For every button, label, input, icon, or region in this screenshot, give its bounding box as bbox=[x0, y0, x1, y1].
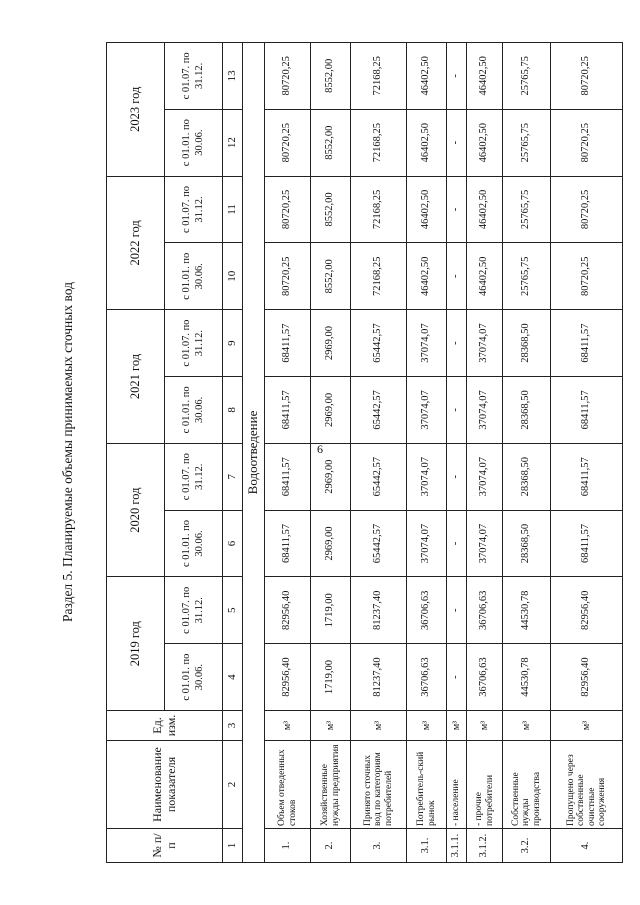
period-header: с 01.07. по 31.12. bbox=[165, 42, 223, 109]
value-cell: 72168,25 bbox=[351, 176, 407, 243]
value-cell: 80720,25 bbox=[265, 109, 311, 176]
period-header: с 01.01. по 30.06. bbox=[165, 109, 223, 176]
header-num: № п/п bbox=[107, 829, 223, 863]
value-cell: 68411,57 bbox=[551, 310, 623, 377]
value-cell: 1719,00 bbox=[311, 644, 351, 711]
period-header: с 01.07. по 31.12. bbox=[165, 310, 223, 377]
value-cell: 72168,25 bbox=[351, 243, 407, 310]
value-cell: 25765,75 bbox=[503, 243, 551, 310]
value-cell: 36706,63 bbox=[467, 644, 503, 711]
column-number: 13 bbox=[223, 42, 243, 109]
value-cell: - bbox=[447, 443, 467, 510]
value-cell: 80720,25 bbox=[551, 42, 623, 109]
value-cell: - bbox=[447, 176, 467, 243]
table-row bbox=[467, 42, 503, 862]
value-cell: 80720,25 bbox=[265, 42, 311, 109]
value-cell: 8552,00 bbox=[311, 42, 351, 109]
value-cell: 46402,50 bbox=[467, 243, 503, 310]
value-cell: 68411,57 bbox=[551, 510, 623, 577]
value-cell: 46402,50 bbox=[407, 243, 447, 310]
header-row-years bbox=[107, 42, 165, 862]
value-cell: 28368,50 bbox=[503, 443, 551, 510]
value-cell: 36706,63 bbox=[407, 644, 447, 711]
indicator-name: Собственные нужды производства bbox=[503, 741, 551, 829]
unit-cell: м³ bbox=[265, 711, 311, 741]
year-header: 2020 год bbox=[107, 443, 165, 577]
year-header: 2021 год bbox=[107, 310, 165, 444]
value-cell: 25765,75 bbox=[503, 109, 551, 176]
value-cell: 37074,07 bbox=[407, 443, 447, 510]
period-header: с 01.07. по 31.12. bbox=[165, 176, 223, 243]
table-row bbox=[407, 42, 447, 862]
value-cell: 68411,57 bbox=[265, 376, 311, 443]
value-cell: 44530,78 bbox=[503, 644, 551, 711]
row-number: 4. bbox=[551, 829, 623, 863]
column-number-row bbox=[223, 42, 243, 862]
water-disposal-table-wrapper bbox=[106, 43, 607, 863]
value-cell: 65442,57 bbox=[351, 443, 407, 510]
period-header: с 01.01. по 30.06. bbox=[165, 243, 223, 310]
value-cell: 2969,00 bbox=[311, 376, 351, 443]
value-cell: 28368,50 bbox=[503, 310, 551, 377]
value-cell: 80720,25 bbox=[551, 176, 623, 243]
value-cell: 8552,00 bbox=[311, 109, 351, 176]
value-cell: 68411,57 bbox=[551, 376, 623, 443]
value-cell: 37074,07 bbox=[407, 376, 447, 443]
value-cell: 8552,00 bbox=[311, 176, 351, 243]
value-cell: - bbox=[447, 109, 467, 176]
value-cell: 2969,00 bbox=[311, 443, 351, 510]
value-cell: - bbox=[447, 577, 467, 644]
value-cell: 28368,50 bbox=[503, 510, 551, 577]
value-cell: 46402,50 bbox=[407, 109, 447, 176]
value-cell: - bbox=[447, 376, 467, 443]
indicator-name: Пропущено через собственные очистные сооружения bbox=[551, 741, 623, 829]
value-cell: 37074,07 bbox=[407, 510, 447, 577]
value-cell: 1719,00 bbox=[311, 577, 351, 644]
row-number: 3.2. bbox=[503, 829, 551, 863]
value-cell: 25765,75 bbox=[503, 42, 551, 109]
period-header: с 01.01. по 30.06. bbox=[165, 376, 223, 443]
header-unit: Ед. изм. bbox=[107, 711, 223, 741]
column-number: 9 bbox=[223, 310, 243, 377]
section-row bbox=[243, 42, 265, 862]
value-cell: 82956,40 bbox=[551, 644, 623, 711]
value-cell: 37074,07 bbox=[467, 510, 503, 577]
value-cell: 81237,40 bbox=[351, 644, 407, 711]
column-number: 7 bbox=[223, 443, 243, 510]
value-cell: 46402,50 bbox=[407, 176, 447, 243]
column-number: 6 bbox=[223, 510, 243, 577]
period-header: с 01.01. по 30.06. bbox=[165, 644, 223, 711]
year-header: 2022 год bbox=[107, 176, 165, 310]
value-cell: 80720,25 bbox=[551, 243, 623, 310]
value-cell: 46402,50 bbox=[467, 109, 503, 176]
unit-cell: м³ bbox=[551, 711, 623, 741]
indicator-name: Объем отведенных стоков bbox=[265, 741, 311, 829]
unit-cell: м³ bbox=[467, 711, 503, 741]
column-number: 8 bbox=[223, 376, 243, 443]
table-body bbox=[265, 42, 623, 862]
year-header: 2023 год bbox=[107, 42, 165, 176]
value-cell: 82956,40 bbox=[265, 644, 311, 711]
unit-cell: м³ bbox=[447, 711, 467, 741]
row-number: 3.1. bbox=[407, 829, 447, 863]
value-cell: 36706,63 bbox=[467, 577, 503, 644]
value-cell: 65442,57 bbox=[351, 510, 407, 577]
column-number: 10 bbox=[223, 243, 243, 310]
water-disposal-table bbox=[106, 42, 623, 863]
value-cell: 37074,07 bbox=[467, 310, 503, 377]
column-number: 4 bbox=[223, 644, 243, 711]
section-title: Раздел 5. Планируемые объемы принимаемых сточных вод bbox=[60, 282, 75, 623]
value-cell: 46402,50 bbox=[467, 176, 503, 243]
value-cell: 46402,50 bbox=[407, 42, 447, 109]
row-number: 3.1.1. bbox=[447, 829, 467, 863]
page-number: 6 bbox=[317, 442, 323, 456]
header-name: Наименование показателя bbox=[107, 741, 223, 829]
section-label: Водоотведение bbox=[243, 42, 265, 862]
value-cell: 80720,25 bbox=[265, 176, 311, 243]
value-cell: 37074,07 bbox=[467, 376, 503, 443]
column-number: 12 bbox=[223, 109, 243, 176]
year-header: 2019 год bbox=[107, 577, 165, 711]
value-cell: 82956,40 bbox=[551, 577, 623, 644]
table-row bbox=[351, 42, 407, 862]
value-cell: 68411,57 bbox=[265, 510, 311, 577]
value-cell: - bbox=[447, 310, 467, 377]
value-cell: 68411,57 bbox=[265, 310, 311, 377]
indicator-name: - население bbox=[447, 741, 467, 829]
value-cell: 46402,50 bbox=[467, 42, 503, 109]
unit-cell: м³ bbox=[351, 711, 407, 741]
value-cell: 82956,40 bbox=[265, 577, 311, 644]
value-cell: 81237,40 bbox=[351, 577, 407, 644]
value-cell: 37074,07 bbox=[467, 443, 503, 510]
value-cell: 25765,75 bbox=[503, 176, 551, 243]
column-number: 11 bbox=[223, 176, 243, 243]
value-cell: 80720,25 bbox=[265, 243, 311, 310]
value-cell: - bbox=[447, 644, 467, 711]
value-cell: - bbox=[447, 42, 467, 109]
value-cell: 72168,25 bbox=[351, 109, 407, 176]
value-cell: 2969,00 bbox=[311, 310, 351, 377]
value-cell: 72168,25 bbox=[351, 42, 407, 109]
value-cell: 65442,57 bbox=[351, 310, 407, 377]
indicator-name: Потребитель-ский рынок bbox=[407, 741, 447, 829]
indicator-name: Принято сточных вод по категориям потребителей bbox=[351, 741, 407, 829]
column-number: 2 bbox=[223, 741, 243, 829]
value-cell: 37074,07 bbox=[407, 310, 447, 377]
table-row bbox=[551, 42, 623, 862]
row-number: 3. bbox=[351, 829, 407, 863]
column-number: 3 bbox=[223, 711, 243, 741]
table-row bbox=[447, 42, 467, 862]
indicator-name: - прочие потребители bbox=[467, 741, 503, 829]
value-cell: 36706,63 bbox=[407, 577, 447, 644]
value-cell: 28368,50 bbox=[503, 376, 551, 443]
period-header: с 01.01. по 30.06. bbox=[165, 510, 223, 577]
value-cell: - bbox=[447, 243, 467, 310]
period-header: с 01.07. по 31.12. bbox=[165, 443, 223, 510]
unit-cell: м³ bbox=[311, 711, 351, 741]
row-number: 1. bbox=[265, 829, 311, 863]
value-cell: 68411,57 bbox=[551, 443, 623, 510]
column-number: 5 bbox=[223, 577, 243, 644]
value-cell: 68411,57 bbox=[265, 443, 311, 510]
value-cell: 8552,00 bbox=[311, 243, 351, 310]
value-cell: 80720,25 bbox=[551, 109, 623, 176]
period-header: с 01.07. по 31.12. bbox=[165, 577, 223, 644]
column-number: 1 bbox=[223, 829, 243, 863]
value-cell: 44530,78 bbox=[503, 577, 551, 644]
row-number: 2. bbox=[311, 829, 351, 863]
row-number: 3.1.2. bbox=[467, 829, 503, 863]
indicator-name: Хозяйственные нужды предприятия bbox=[311, 741, 351, 829]
value-cell: 2969,00 bbox=[311, 510, 351, 577]
table-row bbox=[311, 42, 351, 862]
value-cell: 65442,57 bbox=[351, 376, 407, 443]
table-row bbox=[503, 42, 551, 862]
value-cell: - bbox=[447, 510, 467, 577]
unit-cell: м³ bbox=[407, 711, 447, 741]
unit-cell: м³ bbox=[503, 711, 551, 741]
table-row bbox=[265, 42, 311, 862]
